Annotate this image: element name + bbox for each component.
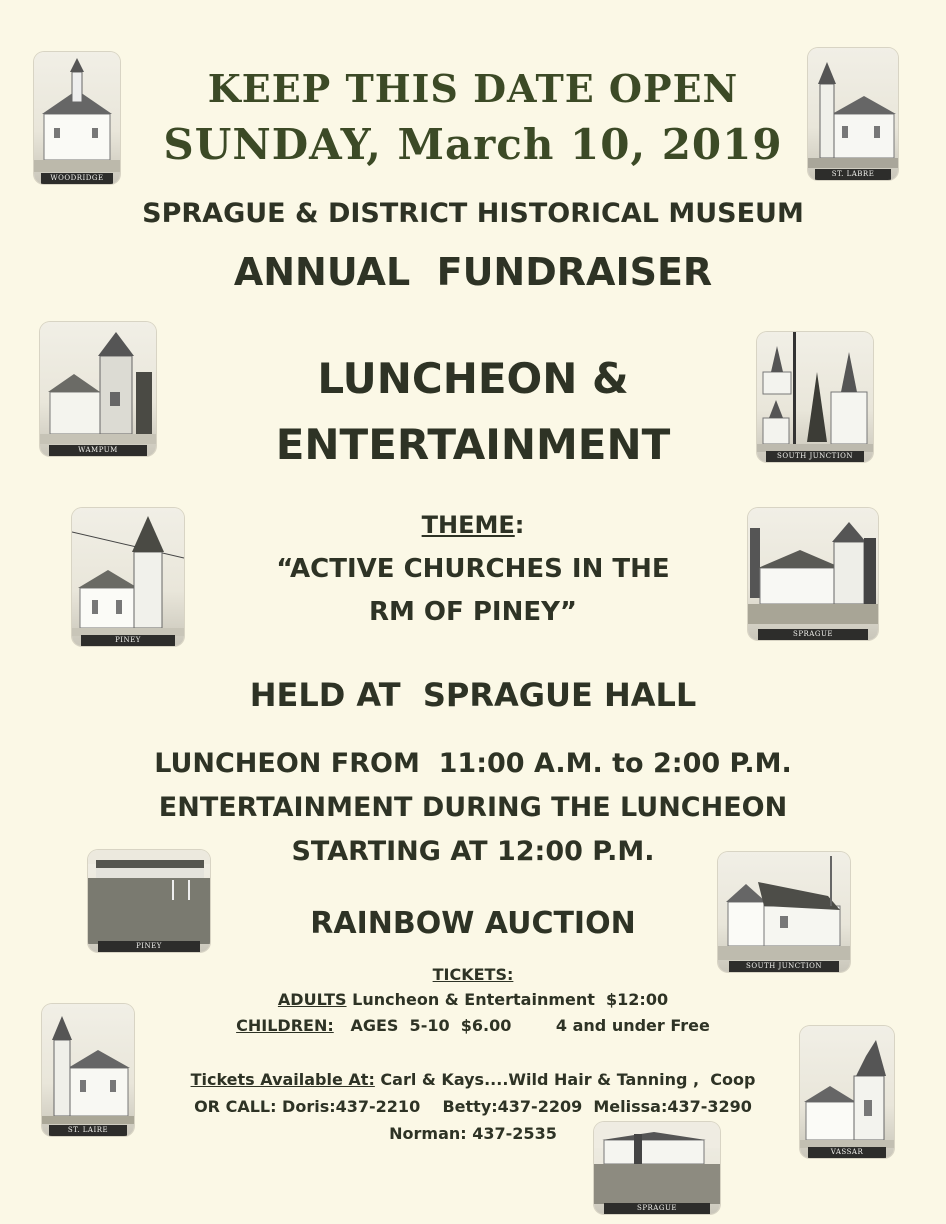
photo-sprague-church	[748, 508, 878, 640]
schedule-line-3: STARTING AT 12:00 P.M.	[291, 836, 655, 867]
caption-st-labre-bottom: ST. LAIRE	[49, 1125, 126, 1136]
caption-south-junction-bottom: SOUTH JUNCTION	[729, 961, 840, 972]
theme-colon: :	[514, 511, 525, 539]
theme-line-1: “ACTIVE CHURCHES IN THE	[276, 554, 670, 584]
tickets-adults	[0, 990, 946, 1009]
caption-piney-hall: PINEY	[98, 941, 201, 952]
main-title-line-2: ENTERTAINMENT	[275, 420, 671, 469]
theme-label: THEME	[421, 511, 515, 539]
photo-wampum	[40, 322, 156, 456]
church-icon	[40, 322, 156, 456]
photo-st-labre-top	[808, 48, 898, 180]
caption-piney-church: PINEY	[81, 635, 175, 646]
photo-south-junction-bottom	[718, 852, 850, 972]
children-text: AGES 5-10 $6.00 4 and under Free	[333, 1016, 710, 1035]
children-label: CHILDREN:	[236, 1016, 334, 1035]
adults-label: ADULTS	[277, 990, 347, 1009]
availability-label: Tickets Available At:	[190, 1070, 375, 1089]
church-icon	[34, 52, 120, 184]
caption-sprague-church: SPRAGUE	[758, 629, 867, 640]
photo-piney-church	[72, 508, 184, 646]
auction: RAINBOW AUCTION	[310, 906, 636, 941]
header-line-2: SUNDAY, March 10, 2019	[163, 120, 783, 169]
schedule-line-1: LUNCHEON FROM 11:00 A.M. to 2:00 P.M.	[154, 748, 792, 779]
church-icon	[757, 332, 873, 462]
hall-icon	[88, 850, 210, 952]
caption-vassar: VASSAR	[808, 1147, 887, 1158]
church-icon	[42, 1004, 134, 1136]
organizer-name: SPRAGUE & DISTRICT HISTORICAL MUSEUM	[142, 198, 804, 229]
photo-sprague-hall	[594, 1122, 720, 1214]
church-icon	[718, 852, 850, 972]
schedule-line-2: ENTERTAINMENT DURING THE LUNCHEON	[158, 792, 788, 823]
call-line: OR CALL: Doris:437-2210 Betty:437-2209 Melissa:437-3290	[194, 1097, 752, 1116]
photo-vassar	[800, 1026, 894, 1158]
event-type: ANNUAL FUNDRAISER	[233, 250, 713, 294]
theme-line-2: RM OF PINEY”	[368, 597, 578, 627]
photo-st-labre-bottom	[42, 1004, 134, 1136]
hall-icon	[594, 1122, 720, 1214]
photo-piney-hall	[88, 850, 210, 952]
caption-st-labre-top: ST. LABRE	[815, 169, 891, 180]
photo-woodridge	[34, 52, 120, 184]
venue: HELD AT SPRAGUE HALL	[249, 676, 697, 714]
caption-sprague-hall: SPRAGUE	[604, 1203, 710, 1214]
church-icon	[800, 1026, 894, 1158]
church-icon	[748, 508, 878, 640]
header-line-1: KEEP THIS DATE OPEN	[207, 66, 739, 111]
caption-south-junction-top: SOUTH JUNCTION	[766, 451, 863, 462]
tickets-heading-text: TICKETS:	[432, 965, 514, 984]
photo-south-junction-top	[757, 332, 873, 462]
call-line-2: Norman: 437-2535	[389, 1124, 557, 1143]
caption-woodridge: WOODRIDGE	[41, 173, 113, 184]
church-icon	[808, 48, 898, 180]
main-title-line-1: LUNCHEON &	[317, 354, 629, 403]
church-icon	[72, 508, 184, 646]
availability-text: Carl & Kays....Wild Hair & Tanning , Coop	[374, 1070, 756, 1089]
caption-wampum: WAMPUM	[49, 445, 146, 456]
adults-text: Luncheon & Entertainment $12:00	[346, 990, 669, 1009]
